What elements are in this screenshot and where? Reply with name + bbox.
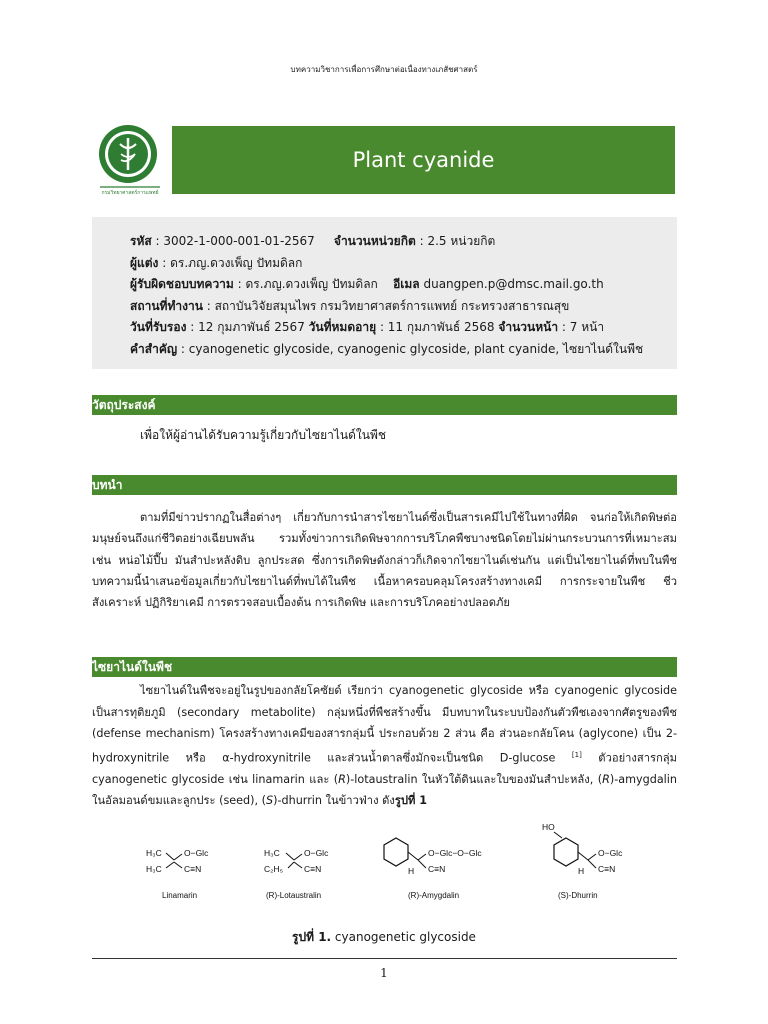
svg-text:HO: HO xyxy=(542,822,555,832)
expiry-value: : 11 กุมภาพันธ์ 2568 xyxy=(379,320,495,334)
svg-text:H: H xyxy=(578,866,585,876)
accepted-label: วันที่รับรอง xyxy=(130,320,187,334)
svg-text:O−Glc: O−Glc xyxy=(598,848,623,858)
keywords-value: : cyanogenetic glycoside, cyanogenic glycoside, plant cyanide, ไซยาไนด์ในพืช xyxy=(180,341,644,356)
meta-row-keywords xyxy=(130,339,677,361)
workplace-value: : สถาบันวิจัยสมุนไพร กรมวิทยาศาสตร์การแพทย์ กระทรวงสาธารณสุข xyxy=(206,298,570,313)
objective-text: เพื่อให้ผู้อ่านได้รับความรู้เกี่ยวกับไซยาไนด์ในพืช xyxy=(140,428,387,442)
plant-cyanide-text-2g: )-dhurrin ในข้าวฟ่าง ดัง xyxy=(273,794,395,808)
pages-label: จำนวนหน้า xyxy=(498,320,559,334)
credits-label: จำนวนหน่วยกิต xyxy=(333,234,416,248)
logo-text: กรมวิทยาศาสตร์การแพทย์ xyxy=(101,190,159,196)
svg-text:H₃C: H₃C xyxy=(146,864,162,874)
meta-row-author xyxy=(130,253,677,275)
code-value: : 3002-1-000-001-01-2567 xyxy=(155,234,315,248)
plant-cyanide-paragraph xyxy=(92,680,677,812)
section-heading-objective: วัตถุประสงค์ xyxy=(92,395,677,415)
stereo-r-1: R xyxy=(338,772,346,786)
author-value: : ดร.ภญ.ดวงเพ็ญ ปัทมดิลก xyxy=(162,255,303,270)
accepted-value: : 12 กุมภาพันธ์ 2567 xyxy=(190,320,305,334)
svg-text:O−Glc−O−Glc: O−Glc−O−Glc xyxy=(428,848,482,858)
figure-caption xyxy=(0,928,768,947)
pages-value: : 7 หน้า xyxy=(561,320,605,334)
svg-text:C₂H₅: C₂H₅ xyxy=(264,864,284,874)
meta-row-code xyxy=(130,231,677,253)
footer-rule xyxy=(92,958,677,959)
department-seal-logo xyxy=(96,124,168,198)
meta-row-workplace xyxy=(130,296,677,318)
author-label: ผู้แต่ง xyxy=(130,255,159,270)
metadata-box xyxy=(92,217,677,369)
plant-cyanide-text-2c: )-lotaustralin ในหัวใต้ดินและใบของมันสำปะหลัง, ( xyxy=(345,772,603,786)
running-head: บทความวิชาการเพื่อการศึกษาต่อเนื่องทางเภสัชศาสตร์ xyxy=(290,65,478,74)
figure-caption-number: รูปที่ 1. xyxy=(292,930,332,944)
responsible-label: ผู้รับผิดชอบบทความ xyxy=(130,277,234,291)
meta-row-responsible xyxy=(130,274,677,296)
stereo-r-2: R xyxy=(602,772,610,786)
cyanogenetic-glycoside-structures xyxy=(132,818,692,908)
label-amygdalin: (R)-Amygdalin xyxy=(408,891,460,900)
section-heading-plant-cyanide: ไซยาไนด์ในพืช xyxy=(92,657,677,677)
linamarin-structure xyxy=(146,848,209,900)
svg-text:C≡N: C≡N xyxy=(184,864,202,874)
lotaustralin-structure xyxy=(264,848,329,900)
expiry-label: วันที่หมดอายุ xyxy=(308,320,377,334)
svg-text:C≡N: C≡N xyxy=(428,864,446,874)
meta-row-dates xyxy=(130,317,677,339)
intro-text: ตามที่มีข่าวปรากฏในสื่อต่างๆ เกี่ยวกับการนำสารไซยาไนด์ซึ่งเป็นสารเคมีไปใช้ในทางที่ผิด จนก่อให้เกิดพิษต่อมนุษย์จนถึงแก่ชีวิตอย่างเฉียบพลัน รวมทั้งข่าวการเกิดพิษจากการบริโภคพืชบางชนิดโดยไม่ผ่านกระบวนการที่เหมาะสม เช่น หน่อไม้ปี๊บ มันสำปะหลังดิบ ลูกประสด ซึ่งการเกิดพิษดังกล่าวก็เกิดจากไซยาไนด์เช่นกัน แต่เป็นไซยาไนด์ที่พบในพืช บทความนี้นำเสนอข้อมูลเกี่ยวกับไซยาไนด์ที่พบได้ในพืช เนื้อหาครอบคลุมโครงสร้างทางเคมี การกระจายในพืช ชีวสังเคราะห์ ปฏิกิริยาเคมี การตรวจสอบเบื้องต้น การเกิดพิษ และการบริโภคอย่างปลอดภัย xyxy=(92,511,677,610)
svg-text:C≡N: C≡N xyxy=(304,864,322,874)
figure-ref[interactable]: รูปที่ 1 xyxy=(394,794,427,808)
figure-caption-text: cyanogenetic glycoside xyxy=(331,930,476,944)
label-lotaustralin: (R)-Lotaustralin xyxy=(266,891,322,900)
email-label: อีเมล xyxy=(393,277,420,291)
amygdalin-structure xyxy=(384,838,482,900)
objective-paragraph xyxy=(92,425,677,446)
dhurrin-structure xyxy=(542,822,623,900)
responsible-value: : ดร.ภญ.ดวงเพ็ญ ปัทมดิลก xyxy=(237,277,378,291)
svg-text:H: H xyxy=(408,866,415,876)
svg-text:H₃C: H₃C xyxy=(146,848,162,858)
plant-cyanide-text-2a: ตัวอย่างสารกลุ่ม cyanogenetic glycoside เช่น linamarin และ ( xyxy=(92,751,678,786)
workplace-label: สถานที่ทำงาน xyxy=(130,298,203,313)
svg-text:H₃C: H₃C xyxy=(264,848,280,858)
svg-text:O−Glc: O−Glc xyxy=(304,848,329,858)
plant-cyanide-text-2e: )-amygdalin ในอัลมอนด์ขมและลูกประ (seed), ( xyxy=(92,772,677,808)
svg-text:O−Glc: O−Glc xyxy=(184,848,209,858)
plant-cyanide-text-1: ไซยาไนด์ในพืชจะอยู่ในรูปของกลัยโคซัยด์ เรียกว่า cyanogenetic glycoside หรือ cyanogenic glycoside เป็นสารทุติยภูมิ (secondary metabolite) กลุ่มหนึ่งที่พืชสร้างขึ้น มีบทบาทในระบบป้องกันตัวพืชเองจากศัตรูของพืช (defense mechanism) โครงสร้างทางเคมีของสารกลุ่มนี้ ประกอบด้วย 2 ส่วน คือ ส่วนอะกลัยโคน (aglycone) เป็น 2-hydroxynitrile หรือ α-hydroxynitrile และส่วนน้ำตาลซึ่งมักจะเป็นชนิด D-glucose xyxy=(92,684,677,765)
email-value[interactable]: duangpen.p@dmsc.mail.go.th xyxy=(423,277,604,291)
label-linamarin: Linamarin xyxy=(162,891,198,900)
keywords-label: คำสำคัญ xyxy=(130,341,178,356)
code-label: รหัส xyxy=(130,234,152,248)
label-dhurrin: (S)-Dhurrin xyxy=(558,891,598,900)
credits-value: : 2.5 หน่วยกิต xyxy=(419,234,496,248)
intro-paragraph xyxy=(92,507,677,613)
svg-text:C≡N: C≡N xyxy=(598,864,616,874)
reference-marker[interactable]: [1] xyxy=(571,750,582,759)
document-title: Plant cyanide xyxy=(172,126,675,194)
stereo-s: S xyxy=(266,794,274,808)
page-number: 1 xyxy=(380,966,388,980)
section-heading-intro: บทนำ xyxy=(92,475,677,495)
